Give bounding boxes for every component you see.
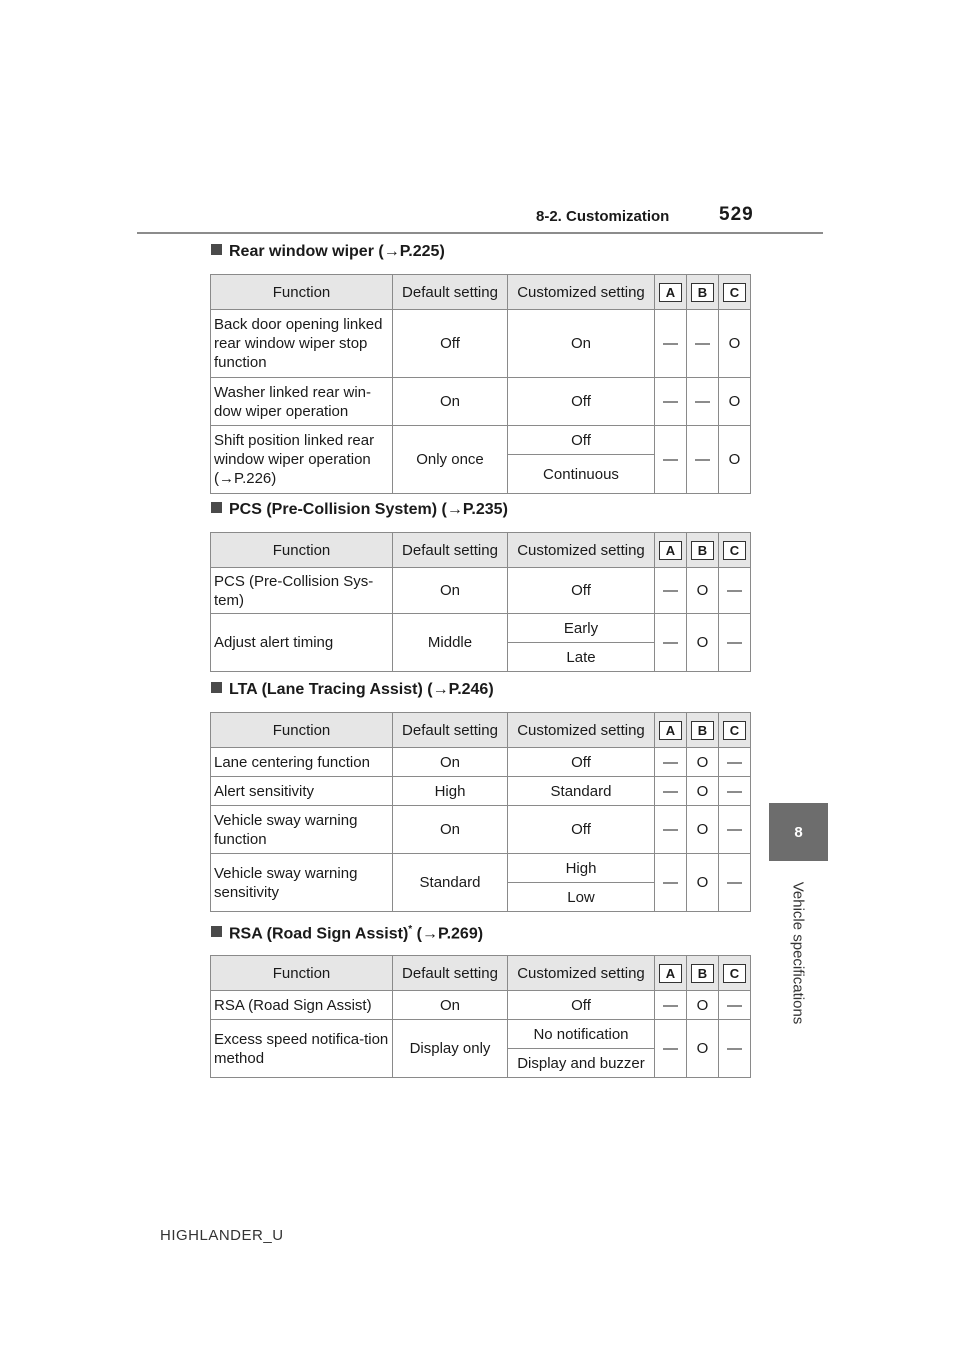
mode-a-icon: A <box>659 964 682 983</box>
mode-a-cell: — <box>655 568 687 614</box>
mode-b-icon: B <box>691 541 714 560</box>
mode-b-cell: O <box>687 748 719 777</box>
customized-setting-cell: High <box>508 854 655 883</box>
column-header-default: Default setting <box>393 275 508 310</box>
settings-table <box>210 955 751 1078</box>
column-header-customized: Customized setting <box>508 956 655 991</box>
column-header-function: Function <box>211 533 393 568</box>
mode-b-cell: O <box>687 614 719 672</box>
mode-c-icon: C <box>723 721 746 740</box>
customized-setting-cell: Low <box>508 883 655 912</box>
function-cell: Lane centering function <box>211 748 393 777</box>
column-header-c <box>719 956 751 991</box>
column-header-c <box>719 275 751 310</box>
chapter-number: 8 <box>794 823 803 841</box>
mode-b-icon: B <box>691 964 714 983</box>
page-number: 529 <box>719 204 754 225</box>
table-row <box>211 854 751 883</box>
section-title-text: Rear window wiper (→P.225) <box>229 243 445 260</box>
default-setting-cell: Standard <box>393 854 508 912</box>
mode-a-cell: — <box>655 991 687 1020</box>
mode-a-icon: A <box>659 541 682 560</box>
default-setting-cell: Display only <box>393 1020 508 1078</box>
mode-b-cell: O <box>687 854 719 912</box>
function-cell: Adjust alert timing <box>211 614 393 672</box>
table-row <box>211 310 751 378</box>
function-cell: PCS (Pre-Collision Sys-tem) <box>211 568 393 614</box>
customized-setting-cell: Off <box>508 991 655 1020</box>
customized-setting-cell: Off <box>508 426 655 455</box>
table-row <box>211 378 751 426</box>
section-title-ref: (→P.269) <box>412 925 484 943</box>
column-header-customized: Customized setting <box>508 713 655 748</box>
mode-c-cell: O <box>719 378 751 426</box>
customized-setting-cell: Off <box>508 748 655 777</box>
customized-setting-cell: Continuous <box>508 455 655 494</box>
column-header-customized: Customized setting <box>508 533 655 568</box>
default-setting-cell: Only once <box>393 426 508 494</box>
default-setting-cell: On <box>393 568 508 614</box>
table-row <box>211 806 751 854</box>
mode-a-cell: — <box>655 777 687 806</box>
customized-setting-cell: No notification <box>508 1020 655 1049</box>
section-title-text: LTA (Lane Tracing Assist) (→P.246) <box>229 681 494 698</box>
customized-setting-cell: Early <box>508 614 655 643</box>
customized-setting-cell: Off <box>508 568 655 614</box>
mode-a-cell: — <box>655 614 687 672</box>
bullet-square-icon <box>211 926 222 937</box>
mode-c-cell: — <box>719 568 751 614</box>
default-setting-cell: On <box>393 991 508 1020</box>
table-row <box>211 614 751 643</box>
mode-c-icon: C <box>723 541 746 560</box>
column-header-a <box>655 713 687 748</box>
header-divider <box>137 232 823 234</box>
customized-setting-cell: Display and buzzer <box>508 1049 655 1078</box>
bullet-square-icon <box>211 502 222 513</box>
function-cell: Shift position linked rear window wiper operation (→P.226) <box>211 426 393 494</box>
column-header-a <box>655 275 687 310</box>
column-header-b <box>687 275 719 310</box>
customized-setting-cell: Late <box>508 643 655 672</box>
footnote-marker: * <box>408 924 413 935</box>
mode-a-cell: — <box>655 854 687 912</box>
function-cell: Washer linked rear win-dow wiper operation <box>211 378 393 426</box>
function-cell: Vehicle sway warning function <box>211 806 393 854</box>
column-header-function: Function <box>211 956 393 991</box>
mode-c-cell: O <box>719 426 751 494</box>
bullet-square-icon <box>211 244 222 255</box>
settings-table <box>210 274 751 494</box>
default-setting-cell: Off <box>393 310 508 378</box>
default-setting-cell: Middle <box>393 614 508 672</box>
customized-setting-cell: Off <box>508 806 655 854</box>
chapter-tab[interactable] <box>769 803 828 861</box>
mode-a-cell: — <box>655 378 687 426</box>
mode-c-icon: C <box>723 964 746 983</box>
table-header-row <box>211 533 751 568</box>
function-cell: Alert sensitivity <box>211 777 393 806</box>
bullet-square-icon <box>211 682 222 693</box>
mode-b-icon: B <box>691 283 714 302</box>
mode-a-icon: A <box>659 283 682 302</box>
column-header-b <box>687 533 719 568</box>
table-row <box>211 1020 751 1049</box>
mode-b-cell: — <box>687 426 719 494</box>
mode-c-icon: C <box>723 283 746 302</box>
section-header: 8-2. Customization <box>536 208 670 225</box>
mode-b-cell: O <box>687 806 719 854</box>
mode-b-icon: B <box>691 721 714 740</box>
column-header-default: Default setting <box>393 533 508 568</box>
section-title-text: RSA (Road Sign Assist) <box>229 925 409 943</box>
mode-a-cell: — <box>655 310 687 378</box>
chapter-label: Vehicle specifications <box>789 881 807 1025</box>
column-header-default: Default setting <box>393 713 508 748</box>
default-setting-cell: On <box>393 378 508 426</box>
mode-c-cell: — <box>719 806 751 854</box>
table-row <box>211 748 751 777</box>
mode-c-cell: — <box>719 748 751 777</box>
default-setting-cell: High <box>393 777 508 806</box>
mode-a-icon: A <box>659 721 682 740</box>
table-header-row <box>211 275 751 310</box>
mode-a-cell: — <box>655 806 687 854</box>
column-header-a <box>655 956 687 991</box>
default-setting-cell: On <box>393 748 508 777</box>
mode-c-cell: — <box>719 777 751 806</box>
column-header-b <box>687 956 719 991</box>
mode-c-cell: — <box>719 614 751 672</box>
table-header-row <box>211 956 751 991</box>
customized-setting-cell: Standard <box>508 777 655 806</box>
section-title-text: PCS (Pre-Collision System) (→P.235) <box>229 501 508 518</box>
column-header-c <box>719 713 751 748</box>
table-header-row <box>211 713 751 748</box>
mode-a-cell: — <box>655 1020 687 1078</box>
mode-b-cell: O <box>687 568 719 614</box>
settings-table <box>210 712 751 912</box>
section-title <box>211 924 483 943</box>
function-cell: RSA (Road Sign Assist) <box>211 991 393 1020</box>
mode-b-cell: — <box>687 378 719 426</box>
section-title <box>211 243 445 261</box>
column-header-customized: Customized setting <box>508 275 655 310</box>
column-header-b <box>687 713 719 748</box>
table-row <box>211 991 751 1020</box>
section-title <box>211 681 494 699</box>
mode-a-cell: — <box>655 748 687 777</box>
settings-table <box>210 532 751 672</box>
section-title <box>211 501 508 519</box>
customized-setting-cell: On <box>508 310 655 378</box>
mode-c-cell: — <box>719 854 751 912</box>
column-header-function: Function <box>211 275 393 310</box>
mode-a-cell: — <box>655 426 687 494</box>
table-row <box>211 777 751 806</box>
footer-model: HIGHLANDER_U <box>160 1227 284 1244</box>
default-setting-cell: On <box>393 806 508 854</box>
mode-b-cell: — <box>687 310 719 378</box>
function-cell: Excess speed notifica-tion method <box>211 1020 393 1078</box>
column-header-c <box>719 533 751 568</box>
column-header-a <box>655 533 687 568</box>
column-header-function: Function <box>211 713 393 748</box>
customized-setting-cell: Off <box>508 378 655 426</box>
column-header-default: Default setting <box>393 956 508 991</box>
function-cell: Back door opening linked rear window wiper stop function <box>211 310 393 378</box>
table-row <box>211 568 751 614</box>
mode-b-cell: O <box>687 777 719 806</box>
mode-b-cell: O <box>687 1020 719 1078</box>
mode-c-cell: — <box>719 991 751 1020</box>
mode-b-cell: O <box>687 991 719 1020</box>
function-cell: Vehicle sway warning sensitivity <box>211 854 393 912</box>
mode-c-cell: O <box>719 310 751 378</box>
table-row <box>211 426 751 455</box>
mode-c-cell: — <box>719 1020 751 1078</box>
